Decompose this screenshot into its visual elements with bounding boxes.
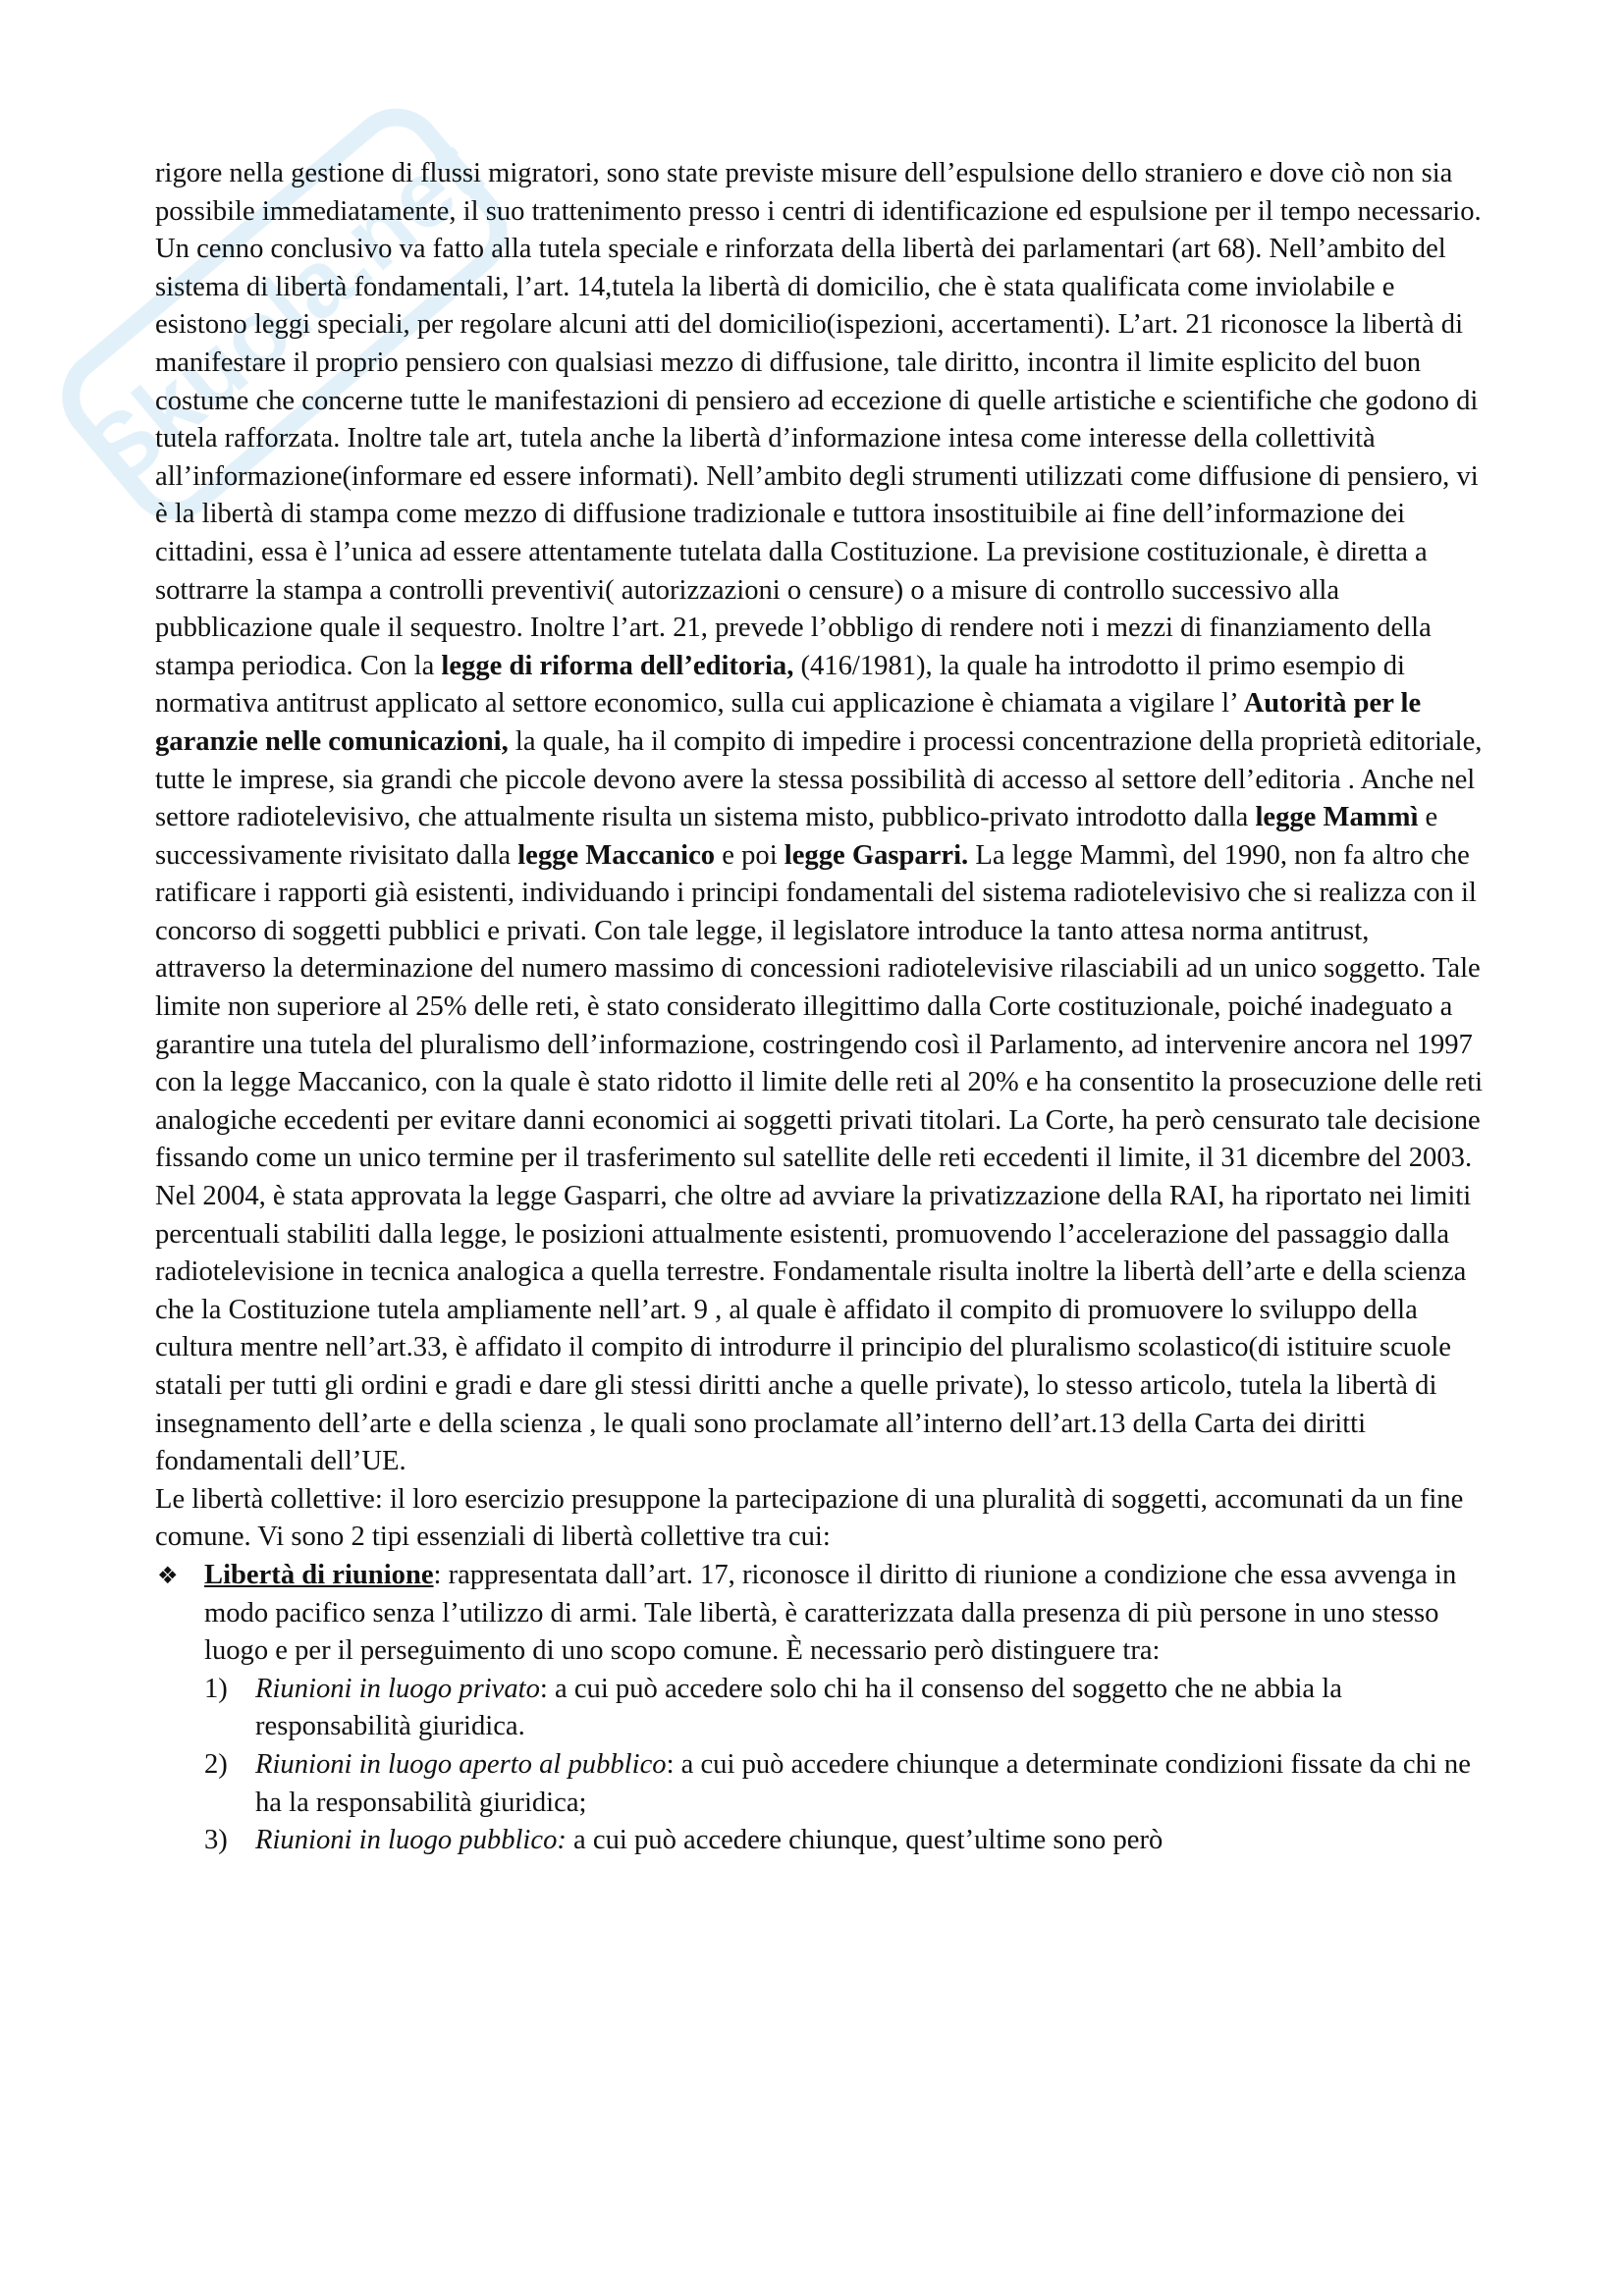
list-item: 1) Riunioni in luogo privato: a cui può accedere solo chi ha il consenso del soggetto che ne abbia la responsabilità giuridica.: [204, 1673, 1342, 1742]
bullet-item-riunione: [155, 1557, 1485, 1860]
document-body: [155, 155, 1485, 1860]
paragraph-main: rigore nella gestione di flussi migratori, sono state previste misure dell’espulsione dello straniero e dove ciò non sia possibile immediatamente, il suo trattenimento presso i centri di identificazione ed espulsione per il tempo necessario. Un cenno conclusivo va fatto alla tutela speciale e rinforzata della libertà dei parlamentari (art 68). Nell’ambito del sistema di libertà fondamentali, l’art. 14,tutela la libertà di domicilio, che è stata qualificata come inviolabile e esistono leggi speciali, per regolare alcuni atti del domicilio(ispezioni, accertamenti). L’art. 21 riconosce la libertà di manifestare il proprio pensiero con qualsiasi mezzo di diffusione, tale diritto, incontra il limite esplicito del buon costume che concerne tutte le manifestazioni di pensiero ad eccezione di quelle artistiche e scientifiche che godono di tutela rafforzata. Inoltre tale art, tutela anche la libertà d’informazione intesa come interesse della collettività all’informazione(informare ed essere informati). Nell’ambito degli strumenti utilizzati come diffusione di pensiero, vi è la libertà di stampa come mezzo di diffusione tradizionale e tuttora insostituibile ai fine dell’informazione dei cittadini, essa è l’unica ad essere attentamente tutelata dalla Costituzione. La previsione costituzionale, è diretta a sottrarre la stampa a controlli preventivi( autorizzazioni o censure) o a misure di controllo successivo alla pubblicazione quale il sequestro. Inoltre l’art. 21, prevede l’obbligo di rendere noti i mezzi di finanziamento della stampa periodica. Con la legge di riforma dell’editoria, (416/1981), la quale ha introdotto il primo esempio di normativa antitrust applicato al settore economico, sulla cui applicazione è chiamata a vigilare l’ Autorità per le garanzie nelle comunicazioni, la quale, ha il compito di impedire i processi concentrazione della proprietà editoriale, tutte le imprese, sia grandi che piccole devono avere la stessa possibilità di accesso al settore dell’editoria . Anche nel settore radiotelevisivo, che attualmente risulta un sistema misto, pubblico-privato introdotto dalla legge Mammì e successivamente rivisitato dalla legge Maccanico e poi legge Gasparri. La legge Mammì, del 1990, non fa altro che ratificare i rapporti già esistenti, individuando i principi fondamentali del sistema radiotelevisivo che si realizza con il concorso di soggetti pubblici e privati. Con tale legge, il legislatore introduce la tanto attesa norma antitrust, attraverso la determinazione del numero massimo di concessioni radiotelevisive rilasciabili ad un unico soggetto. Tale limite non superiore al 25% delle reti, è stato considerato illegittimo dalla Corte costituzionale, poiché inadeguato a garantire una tutela del pluralismo dell’informazione, costringendo così il Parlamento, ad intervenire ancora nel 1997 con la legge Maccanico, con la quale è stato ridotto il limite delle reti al 20% e ha consentito la prosecuzione delle reti analogiche eccedenti per evitare danni economici ai soggetti privati titolari. La Corte, ha però censurato tale decisione fissando come un unico termine per il trasferimento sul satellite delle reti eccedenti il limite, il 31 dicembre del 2003. Nel 2004, è stata approvata la legge Gasparri, che oltre ad avviare la privatizzazione della RAI, ha riportato nei limiti percentuali stabiliti dalla legge, le posizioni attualmente esistenti, promuovendo l’accelerazione del passaggio dalla radiotelevisione in tecnica analogica a quella terrestre. Fondamentale risulta inoltre la libertà dell’arte e della scienza che la Costituzione tutela ampliamente nell’art. 9 , al quale è affidato il compito di promuovere lo sviluppo della cultura mentre nell’art.33, è affidato il compito di introdurre il principio del pluralismo scolastico(di istituire scuole statali per tutti gli ordini e gradi e dare gli stessi diritti anche a quelle private), lo stesso articolo, tutela la libertà di insegnamento dell’arte e della scienza , le quali sono proclamate all’interno dell’art.13 della Carta dei diritti fondamentali dell’UE.: [155, 158, 1484, 1477]
watermark-text: Skuola.net: [67, 119, 500, 507]
list-item: 2) Riunioni in luogo aperto al pubblico: a cui può accedere chiunque a determinate condizioni fissate da chi ne ha la responsabilità giuridica;: [204, 1748, 1471, 1818]
bullet-list: [155, 1557, 1485, 1860]
bullet-title: Libertà di riunione: [204, 1559, 434, 1590]
numbered-list: [204, 1671, 1485, 1860]
list-item: 3) Riunioni in luogo pubblico: a cui può accedere chiunque, quest’ultime sono però: [204, 1825, 1163, 1856]
paragraph-collective-freedoms: Le libertà collettive: il loro esercizio presuppone la partecipazione di una pluralità di soggetti, accomunati da un fine comune. Vi sono 2 tipi essenziali di libertà collettive tra cui:: [155, 1483, 1464, 1553]
bullet-text: : rappresentata dall’art. 17, riconosce il diritto di riunione a condizione che essa avvenga in modo pacifico senza l’utilizzo di armi. Tale libertà, è caratterizzata dalla presenza di più persone in uno stesso luogo e per il perseguimento di uno scopo comune. È necessario però distinguere tra:: [204, 1559, 1457, 1667]
diamond-bullet-icon: ❖: [157, 1561, 179, 1589]
